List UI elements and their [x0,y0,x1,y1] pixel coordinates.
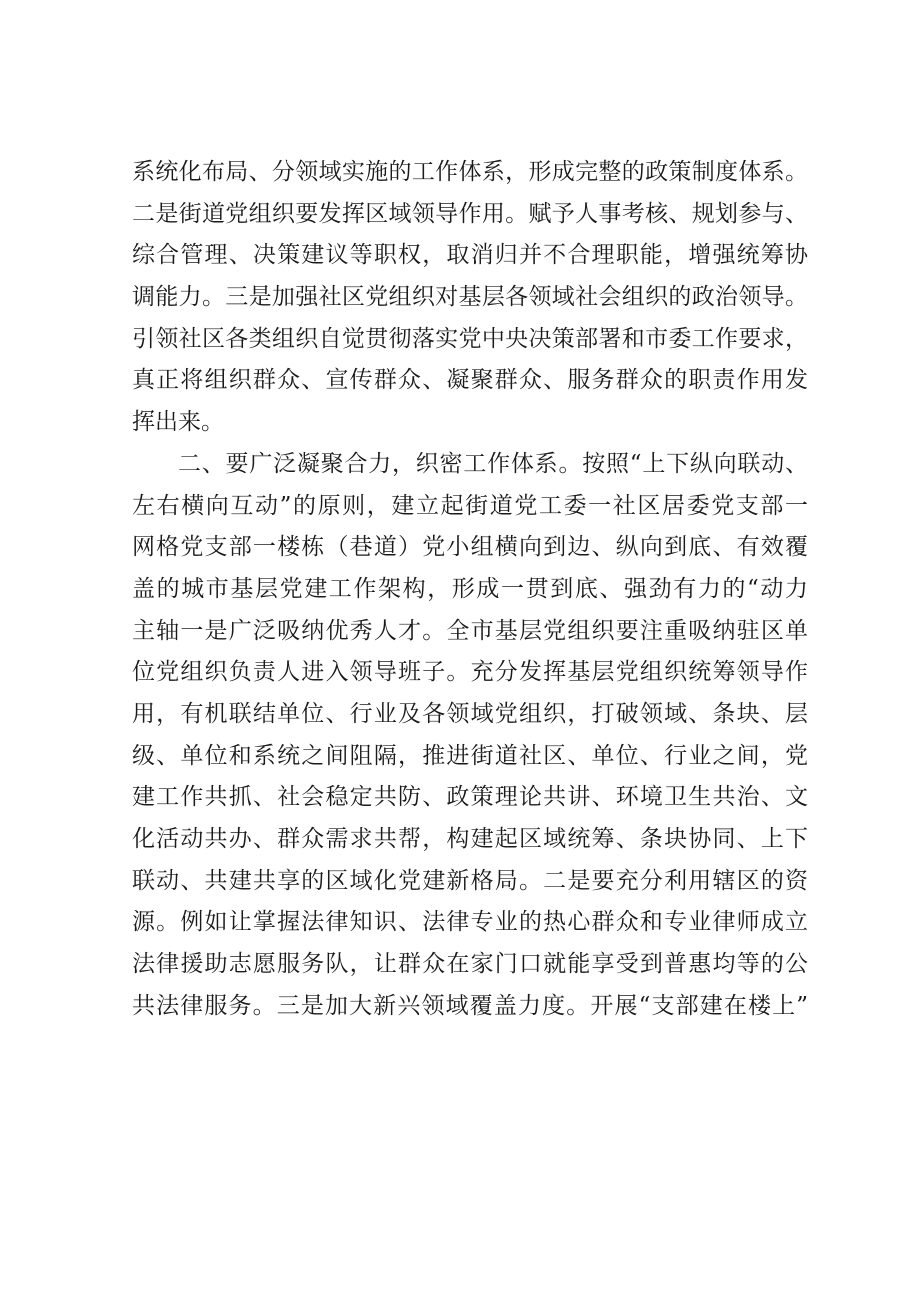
document-body [132,152,808,1027]
paragraph-line: 主轴一是广泛吸纳优秀人才。全市基层党组织要注重吸纳驻区单 [132,617,808,644]
paragraph-line: 左右横向互动”的原则，建立起街道党工委一社区居委党支部一 [132,492,808,519]
paragraph-line: 二是街道党组织要发挥区域领导作用。赋予人事考核、规划参与、 [132,200,808,227]
paragraph-line: 源。例如让掌握法律知识、法律专业的热心群众和专业律师成立 [132,909,808,936]
paragraph-line: 建工作共抓、社会稳定共防、政策理论共讲、环境卫生共治、文 [132,784,808,811]
paragraph-1 [132,152,808,444]
paragraph-line: 二、要广泛凝聚合力，织密工作体系。按照“上下纵向联动、 [178,450,808,477]
paragraph-2 [132,444,808,1028]
paragraph-line: 网格党支部一楼栋（巷道）党小组横向到边、纵向到底、有效覆 [132,534,808,561]
paragraph-line: 级、单位和系统之间阻隔，推进街道社区、单位、行业之间，党 [132,742,808,769]
paragraph-line: 挥出来。 [132,409,224,436]
paragraph-line: 综合管理、决策建议等职权，取消归并不合理职能，增强统筹协 [132,242,808,269]
paragraph-line: 共法律服务。三是加大新兴领域覆盖力度。开展“支部建在楼上” [132,992,808,1019]
paragraph-line: 真正将组织群众、宣传群众、凝聚群众、服务群众的职责作用发 [132,367,808,394]
paragraph-line: 位党组织负责人进入领导班子。充分发挥基层党组织统筹领导作 [132,659,808,686]
paragraph-line: 盖的城市基层党建工作架构，形成一贯到底、强劲有力的“动力 [132,575,808,602]
paragraph-line: 联动、共建共享的区域化党建新格局。二是要充分利用辖区的资 [132,867,808,894]
paragraph-line: 调能力。三是加强社区党组织对基层各领域社会组织的政治领导。 [132,284,808,311]
paragraph-line: 法律援助志愿服务队，让群众在家门口就能享受到普惠均等的公 [132,951,808,978]
paragraph-line: 系统化布局、分领域实施的工作体系，形成完整的政策制度体系。 [132,159,808,185]
paragraph-line: 引领社区各类组织自觉贯彻落实党中央决策部署和市委工作要求， [132,325,808,352]
paragraph-line: 用，有机联结单位、行业及各领域党组织，打破领域、条块、层 [132,700,808,727]
paragraph-line: 化活动共办、群众需求共帮，构建起区域统筹、条块协同、上下 [132,826,808,852]
